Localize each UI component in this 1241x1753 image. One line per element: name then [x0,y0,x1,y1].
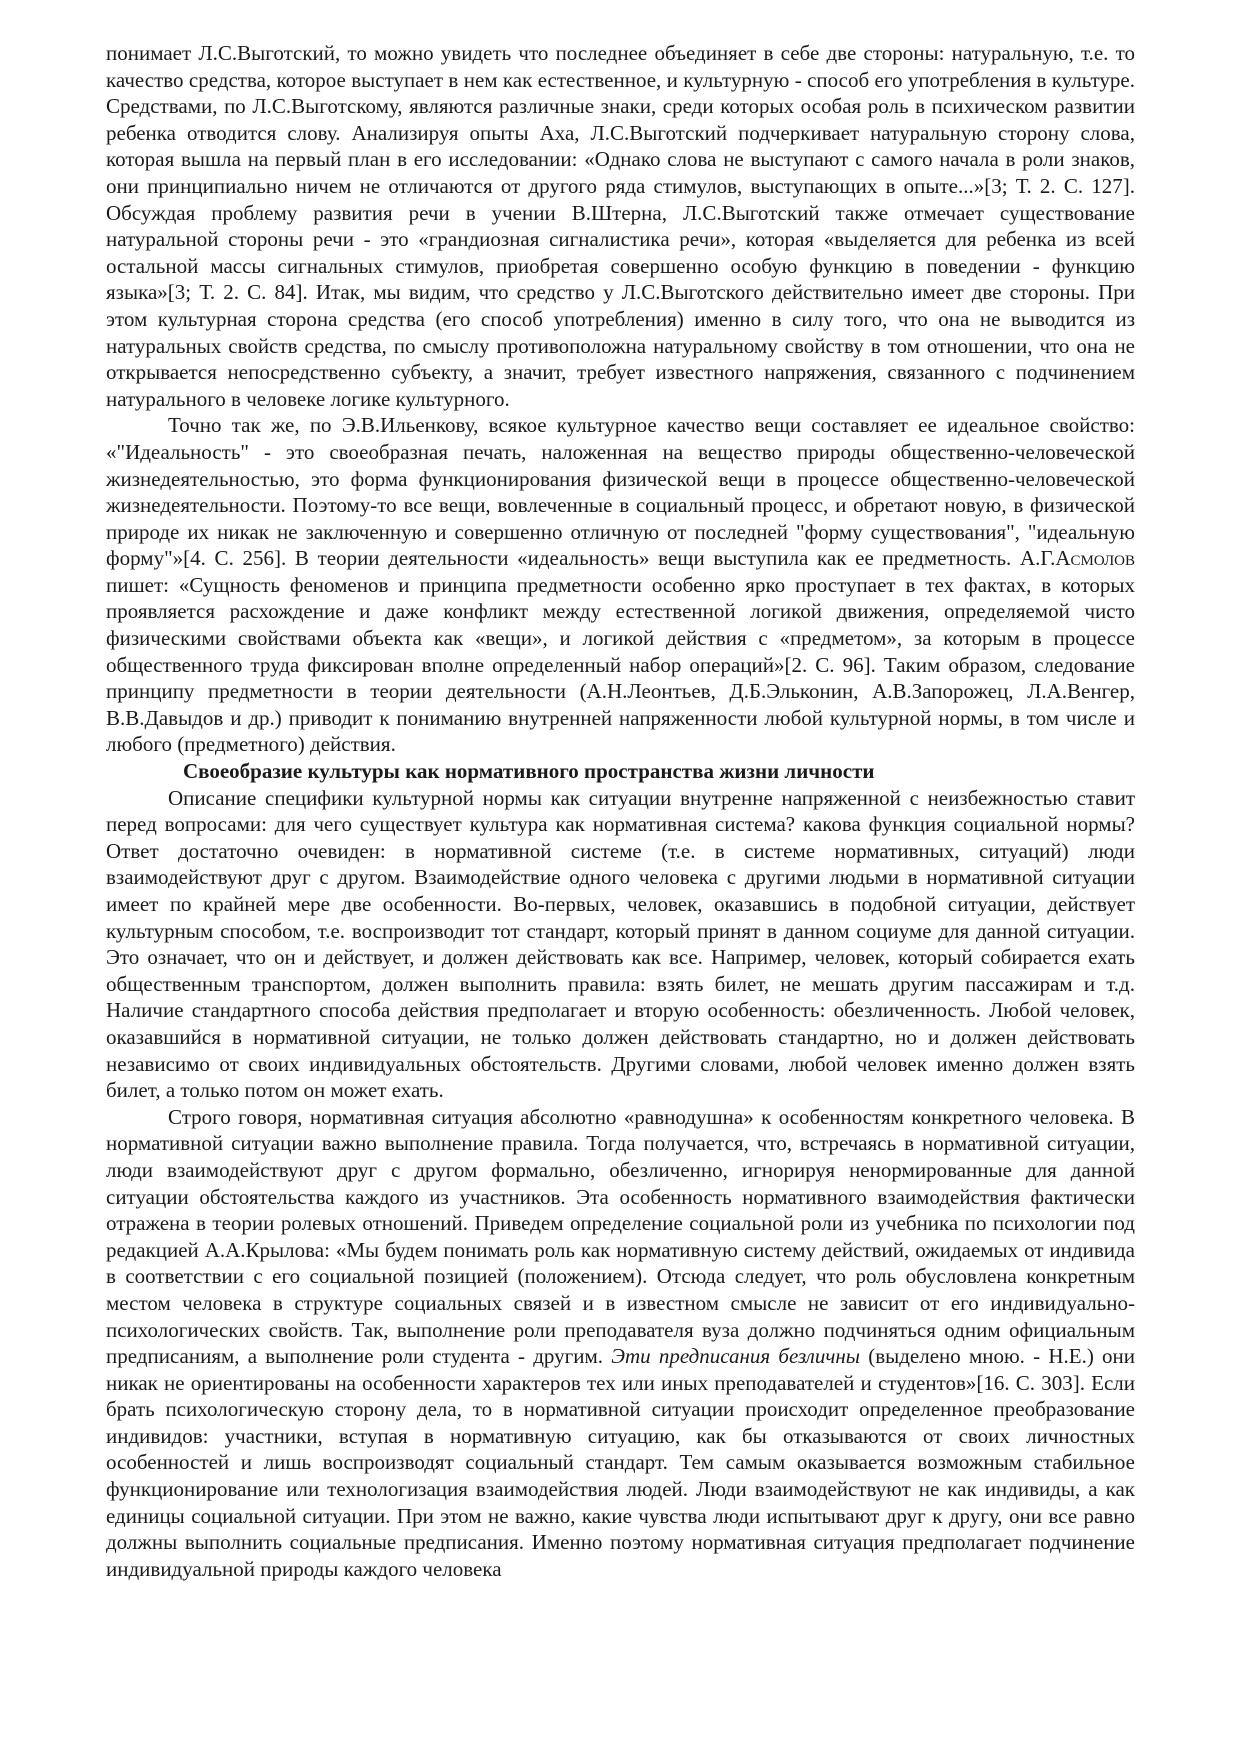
paragraph-4 [106,1104,1135,1583]
paragraph-2-text-a: Точно так же, по Э.В.Ильенкову, всякое культурное качество вещи составляет ее идеальное свойство: «"Идеальность" - это своеобразная печать, наложенная на вещество природы общественно-человеческой жизнедеятельностью, это форма функционирования физической вещи в процессе общественно-человеческой жизнедеятельности. Поэтому-то все вещи, вовлеченные в социальный процесс, и обретают новую, в физической природе их никак не заключенную и совершенно отличную от последней "форму существования", "идеальную форму"»[4. С. 256]. В теории деятельности «идеальность» вещи выступила как ее предметность. [106,413,1135,571]
author-name-smallcaps: А.Г.Асмолов [1019,546,1135,571]
paragraph-2 [106,412,1135,758]
paragraph-3: Описание специфики культурной нормы как ситуации внутренне напряженной с неизбежностью ставит перед вопросами: для чего существует культура как нормативная система? какова функция социальной нормы? Ответ достаточно очевиден: в нормативной системе (т.е. в системе нормативных, ситуаций) люди взаимодействуют друг с другом. Взаимодействие одного человека с другими людьми в нормативной ситуации имеет по крайней мере две особенности. Во-первых, человек, оказавшись в подобной ситуации, действует культурным способом, т.е. воспроизводит тот стандарт, который принят в данном социуме для данной ситуации. Это означает, что он и действует, и должен действовать как все. Например, человек, который собирается ехать общественным транспортом, должен выполнить правила: взять билет, не мешать другим пассажирам и т.д. Наличие стандартного способа действия предполагает и вторую особенность: обезличенность. Любой человек, оказавшийся в нормативной ситуации, не только должен действовать стандартно, но и должен действовать независимо от своих индивидуальных обстоятельств. Другими словами, любой человек именно должен взять билет, а только потом он может ехать. [106,785,1135,1103]
paragraph-4-text-b: (выделено мною. - Н.Е.) они никак не ориентированы на особенности характеров тех или иных преподавателей и студентов»[16. С. 303]. Если брать психологическую сторону дела, то в нормативной ситуации происходит определенное преобразование индивидов: участники, вступая в нормативную ситуацию, как бы отказываются от своих личностных особенностей и лишь воспроизводят социальный стандарт. Тем самым оказывается возможным стабильное функционирование или технологизация взаимодействия людей. Люди взаимодействуют не как индивиды, а как единицы социальной ситуации. При этом не важно, какие чувства люди испытывают друг к другу, они все равно должны выполнить социальные предписания. Именно поэтому нормативная ситуация предполагает подчинение индивидуальной природы каждого человека [106,1344,1135,1581]
paragraph-2-text-b: пишет: «Сущность феноменов и принципа предметности особенно ярко проступает в тех фактах, в которых проявляется расхождение и даже конфликт между естественной логикой движения, определяемой чисто физическими свойствами объекта как «вещи», и логикой действия с «предметом», за которым в процессе общественного труда фиксирован вполне определенный набор операций»[2. С. 96]. Таким образом, следование принципу предметности в теории деятельности (А.Н.Леонтьев, Д.Б.Эльконин, А.В.Запорожец, Л.А.Венгер, В.В.Давыдов и др.) приводит к пониманию внутренней напряженности любой культурной нормы, в том числе и любого (предметного) действия. [106,572,1135,757]
italic-emphasis: Эти предписания безличны [611,1344,860,1369]
paragraph-1: понимает Л.С.Выготский, то можно увидеть что последнее объединяет в себе две стороны: натуральную, т.е. то качество средства, которое выступает в нем как естественное, и культурную - способ его употребления в культуре. Средствами, по Л.С.Выготскому, являются различные знаки, среди которых особая роль в психическом развитии ребенка отводится слову. Анализируя опыты Аха, Л.С.Выготский подчеркивает натуральную сторону слова, которая вышла на первый план в его исследовании: «Однако слова не выступают с самого начала в роли знаков, они принципиально ничем не отличаются от другого ряда стимулов, выступающих в опыте...»[3; Т. 2. С. 127]. Обсуждая проблему развития речи в учении В.Штерна, Л.С.Выготский также отмечает существование натуральной стороны речи - это «грандиозная сигналистика речи», которая «выделяется для ребенка из всей остальной массы сигнальных стимулов, приобретая совершенно особую функцию в поведении - функцию языка»[3; Т. 2. С. 84]. Итак, мы видим, что средство у Л.С.Выготского действительно имеет две стороны. При этом культурная сторона средства (его способ употребления) именно в силу того, что она не выводится из натуральных свойств средства, по смыслу противоположна натуральному свойству в том отношении, что она не открывается непосредственно субъекту, а значит, требует известного напряжения, связанного с подчинением натурального в человеке логике культурного. [106,41,1135,411]
document-page [106,40,1135,1582]
section-heading: Своеобразие культуры как нормативного пространства жизни личности [183,759,875,784]
paragraph-4-text-a: Строго говоря, нормативная ситуация абсолютно «равнодушна» к особенностям конкретного человека. В нормативной ситуации важно выполнение правила. Тогда получается, что, встречаясь в нормативной ситуации, люди взаимодействуют друг с другом формально, обезличенно, игнорируя ненормированные для данной ситуации обстоятельства каждого из участников. Эта особенность нормативного взаимодействия фактически отражена в теории ролевых отношений. Приведем определение социальной роли из учебника по психологии под редакцией А.А.Крылова: «Мы будем понимать роль как нормативную систему действий, ожидаемых от индивида в соответствии с его социальной позицией (положением). Отсюда следует, что роль обусловлена конкретным местом человека в структуре социальных связей и в известном смысле не зависит от его индивидуально-психологических свойств. Так, выполнение роли преподавателя вуза должно подчиняться одним официальным предписаниям, а выполнение роли студента - другим. [106,1104,1135,1369]
